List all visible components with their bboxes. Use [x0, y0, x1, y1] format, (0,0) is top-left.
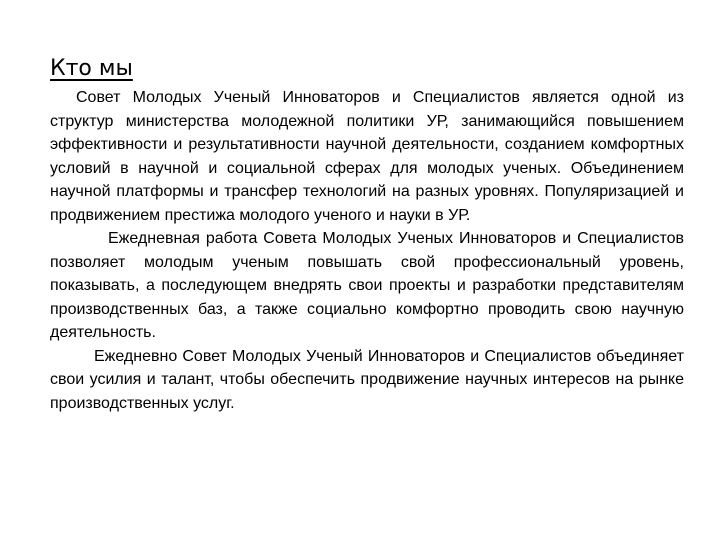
slide-title: Кто мы	[50, 56, 133, 81]
slide-body	[50, 86, 684, 415]
paragraph-daily-work: Ежедневная работа Совета Молодых Ученых Инноваторов и Специалистов позволяет молодым ученым повышать свой профессиональный уровень, показывать, а последующем внедрять свои проекты и разработки представителям производственных баз, а также социально комфортно проводить свою научную деятельность.	[50, 230, 684, 341]
paragraph-about: Совет Молодых Ученый Инноваторов и Специалистов является одной из структур министерства молодежной политики УР, занимающийся повышением эффективности и результативности научной деятельности, созданием комфортных условий в научной и социальной сферах для молодых ученых. Объединением научной платформы и трансфер технологий на разных уровнях. Популяризацией и продвижением престижа молодого ученого и науки в УР.	[50, 89, 684, 224]
paragraph-daily-efforts: Ежедневно Совет Молодых Ученый Инноваторов и Специалистов объединяет свои усилия и талант, чтобы обеспечить продвижение научных интересов на рынке производственных услуг.	[50, 347, 684, 412]
